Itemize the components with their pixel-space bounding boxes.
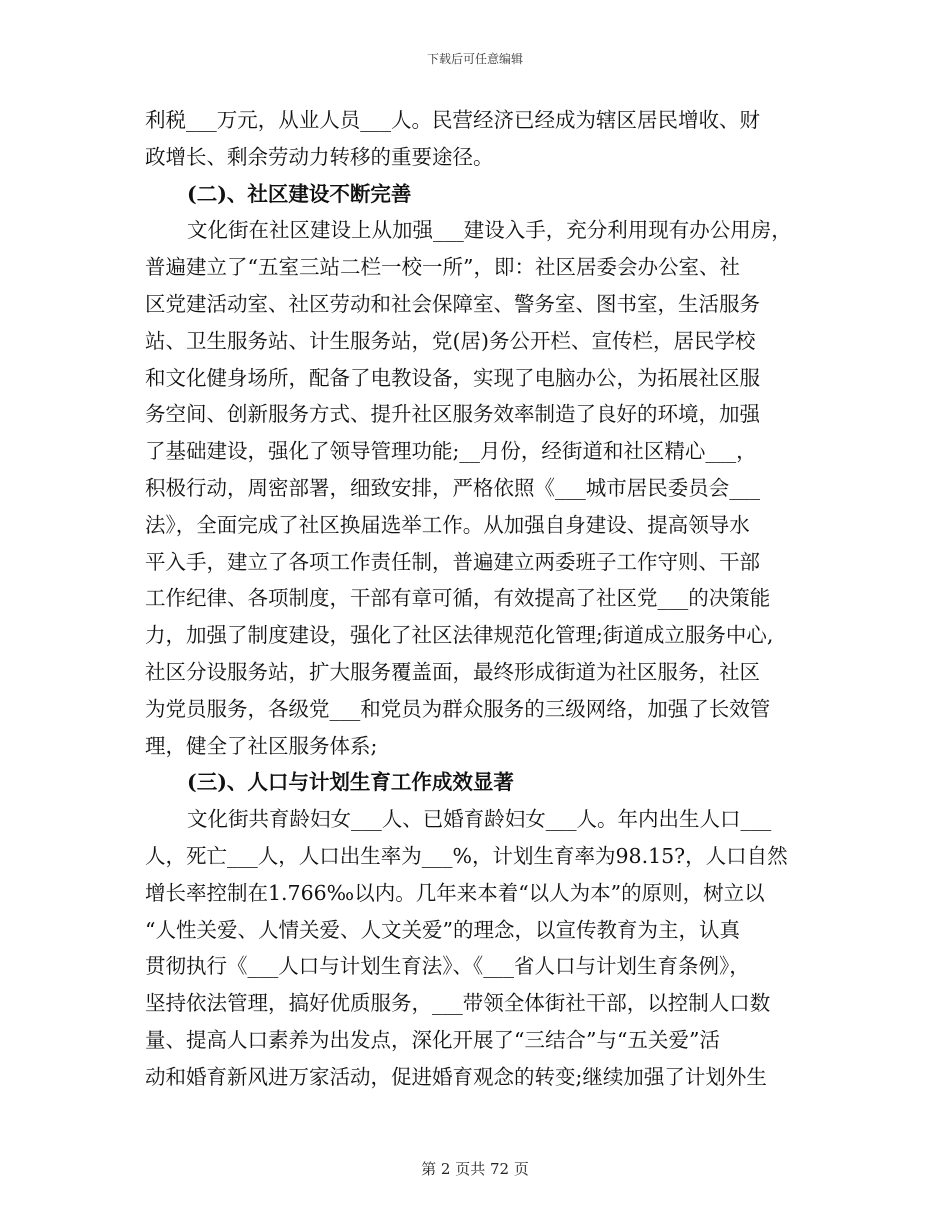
text-line: 贯彻执行《___人口与计划生育法》、《___省人口与计划生育条例》， xyxy=(145,954,750,979)
text-line: 利税___万元，从业人员___人。民营经济已经成为辖区居民增收、财 xyxy=(145,108,760,132)
text-line: 动和婚育新风进万家活动，促进婚育观念的转变;继续加强了计划外生 xyxy=(145,1064,767,1089)
text-line: 法》，全面完成了社区换届选举工作。从加强自身建设、提高领导水 xyxy=(145,512,750,537)
text-line: 量、提高人口素养为出发点，深化开展了“三结合”与“五关爱”活 xyxy=(145,1027,720,1052)
text-line: 积极行动，周密部署，细致安排，严格依照《___城市居民委员会___ xyxy=(145,475,760,500)
text-line: 区党建活动室、社区劳动和社会保障室、警务室、图书室，生活服务 xyxy=(145,291,760,316)
text-line: 理，健全了社区服务体系; xyxy=(145,733,378,758)
page-footer: 第 2 页共 72 页 xyxy=(421,1160,529,1178)
section-heading: (三)、人口与计划生育工作成效显著 xyxy=(187,770,514,795)
text-line: 普遍建立了“五室三站二栏一校一所”，即：社区居委会办公室、社 xyxy=(145,255,740,280)
text-line: 力，加强了制度建设，强化了社区法律规范化管理;街道成立服务中心, xyxy=(145,623,774,648)
text-line: 人，死亡___人，人口出生率为___%，计划生育率为98.15?，人口自然 xyxy=(145,843,788,868)
page-header: 下载后可任意编辑 xyxy=(426,52,523,66)
text-line: 工作纪律、各项制度，干部有章可循，有效提高了社区党___的决策能 xyxy=(145,586,771,611)
text-line: 增长率控制在1.766‰以内。几年来本着“以人为本”的原则，树立以 xyxy=(145,880,765,905)
text-line: 社区分设服务站，扩大服务覆盖面，最终形成街道为社区服务，社区 xyxy=(145,659,760,684)
text-line: 文化街在社区建设上从加强___建设入手，充分利用现有办公用房， xyxy=(187,218,792,243)
document-body xyxy=(145,102,825,1096)
text-line: 了基础建设，强化了领导管理功能;__月份，经街道和社区精心___， xyxy=(145,439,757,464)
text-line: 为党员服务，各级党___和党员为群众服务的三级网络，加强了长效管 xyxy=(145,696,771,721)
text-line: 文化街共育龄妇女___人、已婚育龄妇女___人。年内出生人口___ xyxy=(187,807,772,832)
text-line: “人性关爱、人情关爱、人文关爱”的理念，以宣传教育为主，认真 xyxy=(145,917,740,942)
text-line: 务空间、创新服务方式、提升社区服务效率制造了良好的环境，加强 xyxy=(145,402,760,427)
text-line: 和文化健身场所，配备了电教设备，实现了电脑办公，为拓展社区服 xyxy=(145,365,760,390)
text-line: 坚持依法管理，搞好优质服务，___带领全体街社干部，以控制人口数 xyxy=(145,991,771,1016)
text-line: 平入手，建立了各项工作责任制，普遍建立两委班子工作守则、干部 xyxy=(145,549,760,574)
text-line: 政增长、剩余劳动力转移的重要途径。 xyxy=(145,144,494,169)
section-heading: (二)、社区建设不断完善 xyxy=(187,181,412,206)
text-line: 站、卫生服务站、计生服务站，党(居)务公开栏、宣传栏，居民学校 xyxy=(145,328,756,353)
